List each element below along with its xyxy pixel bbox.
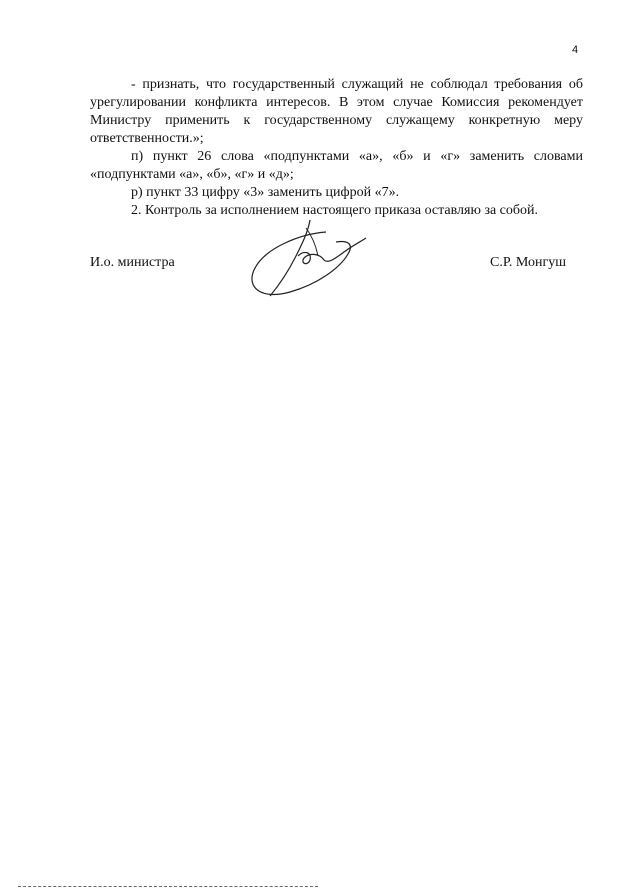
- page-number: 4: [572, 44, 579, 56]
- signatory-position: И.о. министра: [90, 255, 175, 270]
- handwritten-signature: [240, 212, 375, 302]
- paragraph-text: 2. Контроль за исполнением настоящего приказа оставляю за собой.: [131, 203, 539, 218]
- footer-divider: [18, 886, 318, 887]
- paragraph-text: р) пункт 33 цифру «3» заменить цифрой «7».: [131, 185, 400, 200]
- paragraph-item-p: [90, 148, 583, 184]
- paragraph-item-r: [90, 184, 583, 202]
- paragraph-text: п) пункт 26 слова «подпунктами «а», «б» и «г» заменить словами «подпунктами «а», «б», «г» и «д»;: [90, 149, 583, 182]
- signatory-name: С.Р. Монгуш: [490, 255, 566, 270]
- paragraph-clause-recommendation: [90, 76, 583, 148]
- paragraph-text: - признать, что государственный служащий не соблюдал требования об урегулировании конфликта интересов. В этом случае Комиссия рекомендует Министру применить к государственному служащему конкретную меру ответственности.»;: [90, 77, 583, 146]
